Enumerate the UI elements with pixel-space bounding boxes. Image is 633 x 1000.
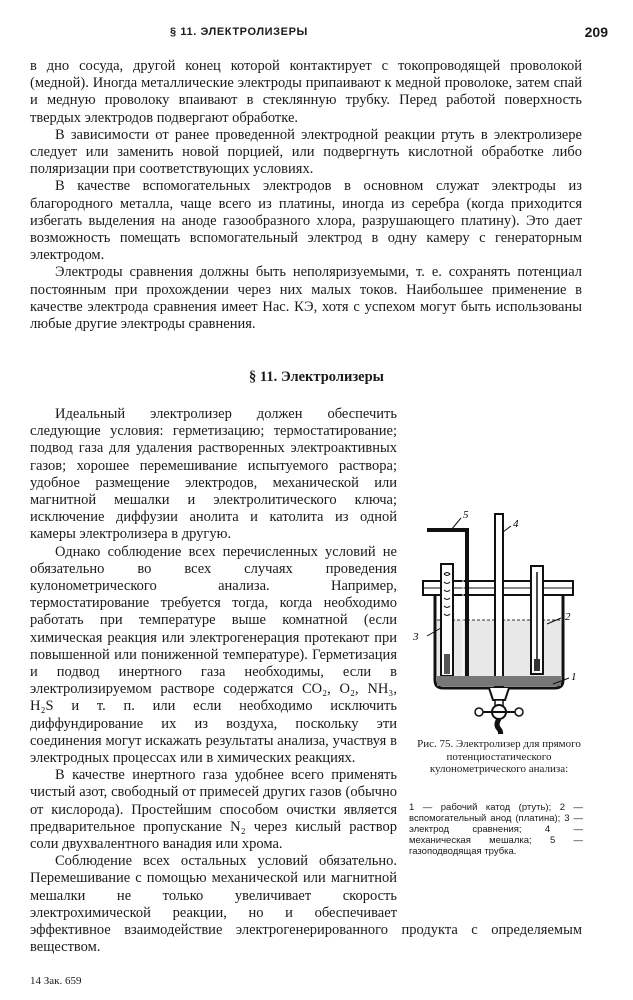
figure-electrolyzer bbox=[407, 454, 582, 906]
figure-legend: 1 — рабочий катод (ртуть); 2 — вспомогательный анод (платина); 3 — электрод сравнения; 4 — механическая мешалка; 5 — газоподводящая трубка. bbox=[409, 802, 583, 857]
page-header bbox=[30, 24, 608, 44]
paragraph-inert-gas: В качестве инертного газа удобнее всего применять чистый азот, свободный от примесей других газов (обычно от кислорода). Простейшим способом очистки является предварительное пропускание N₂ через кислый раствор соли двухвалентного ванадия или хрома. bbox=[30, 767, 397, 853]
running-title: § 11. ЭЛЕКТРОЛИЗЕРЫ bbox=[170, 26, 308, 38]
page-number: 209 bbox=[584, 24, 608, 40]
mercury-cathode bbox=[437, 676, 561, 686]
label-5: 5 bbox=[463, 509, 469, 521]
stirrer bbox=[495, 514, 503, 686]
top-text-block bbox=[30, 58, 582, 333]
paragraph-conditions: Однако соблюдение всех перечисленных условий не обязательно во всех случаях проведения кулонометрического анализа. Например, термостатирование требуется тогда, когда необходимо работать при температуре выше комнатной (если химическая реакция или электрогенерация протекают при повышенной или пониженной температуре). Герметизация и подвод инертного газа необходимы, если в электролизируемом растворе содержатся CO₂, O₂, NH₃, H₂S и т. п. или если необходимо исключить диффундирование их из воздуха, поскольку эти соединения могут искажать результаты анализа, участвуя в электродных процессах или в химических реакциях. bbox=[30, 543, 397, 767]
section-title: § 11. Электролизеры bbox=[249, 369, 384, 385]
label-1: 1 bbox=[571, 671, 577, 683]
label-4: 4 bbox=[513, 518, 519, 530]
paragraph-mercury: В зависимости от ранее проведенной электродной реакции ртуть в электролизере следует или заменить новой порцией, или подвергнуть кислотной обработке либо поляризации при соответствующих условиях. bbox=[30, 126, 582, 178]
paragraph-stirring: Соблюдение всех остальных условий обязательно. Перемешивание с помощью механической или магнитной мешалки не только увеличивает скорость электрохимической реакции, но и обеспечивает эффективное взаимодействие электрогенерированного продукта с определяемым веществом. bbox=[30, 853, 582, 956]
footer-signature: 14 Зак. 659 bbox=[30, 975, 82, 987]
paragraph-ideal-electrolyzer: Идеальный электролизер должен обеспечить следующие условия: герметизацию; термостатирование; подвод газа для удаления растворенных электроактивных газов; хорошее перемешивание испытуемого раствора; удобное размещение электродов, механической или магнитной мешалки и электролитического ключа; исключение диффузии анолита и католита из одной камеры электролизера в другую. bbox=[30, 406, 397, 543]
label-3: 3 bbox=[413, 631, 419, 643]
label-2: 2 bbox=[565, 611, 571, 623]
paragraph-continuation: в дно сосуда, другой конец которой контактирует с токопроводящей проволокой (медной). Иногда металлические электроды припаивают к медной проволоке, затем спай и медную проволоку впаивают в стеклянную трубку. Перед работой поверхность твердых электродов подвергают обработке. bbox=[30, 58, 582, 126]
figure-caption: Рис. 75. Электролизер для прямого потенциостатического кулонометрического анализа: bbox=[417, 738, 581, 776]
paragraph-reference-electrodes: Электроды сравнения должны быть неполяризуемыми, т. е. сохранять потенциал постоянным при прохождении через них малых токов. Наибольшее применение в качестве электрода сравнения имеет Нас. КЭ, хотя с успехом могут быть использованы любые другие электроды сравнения. bbox=[30, 264, 582, 333]
electrolyzer-diagram bbox=[407, 454, 582, 734]
paragraph-auxiliary-electrodes: В качестве вспомогательных электродов в основном служат электроды из благородного металла, чаще всего из платины, иногда из серебра (когда приходится избегать выделения на аноде газообразного хлора, разрушающего платину). Это дает возможность помещать вспомогательный электрод в одну камеру с генераторным электродом. bbox=[30, 178, 582, 264]
section-text-block bbox=[30, 406, 582, 957]
